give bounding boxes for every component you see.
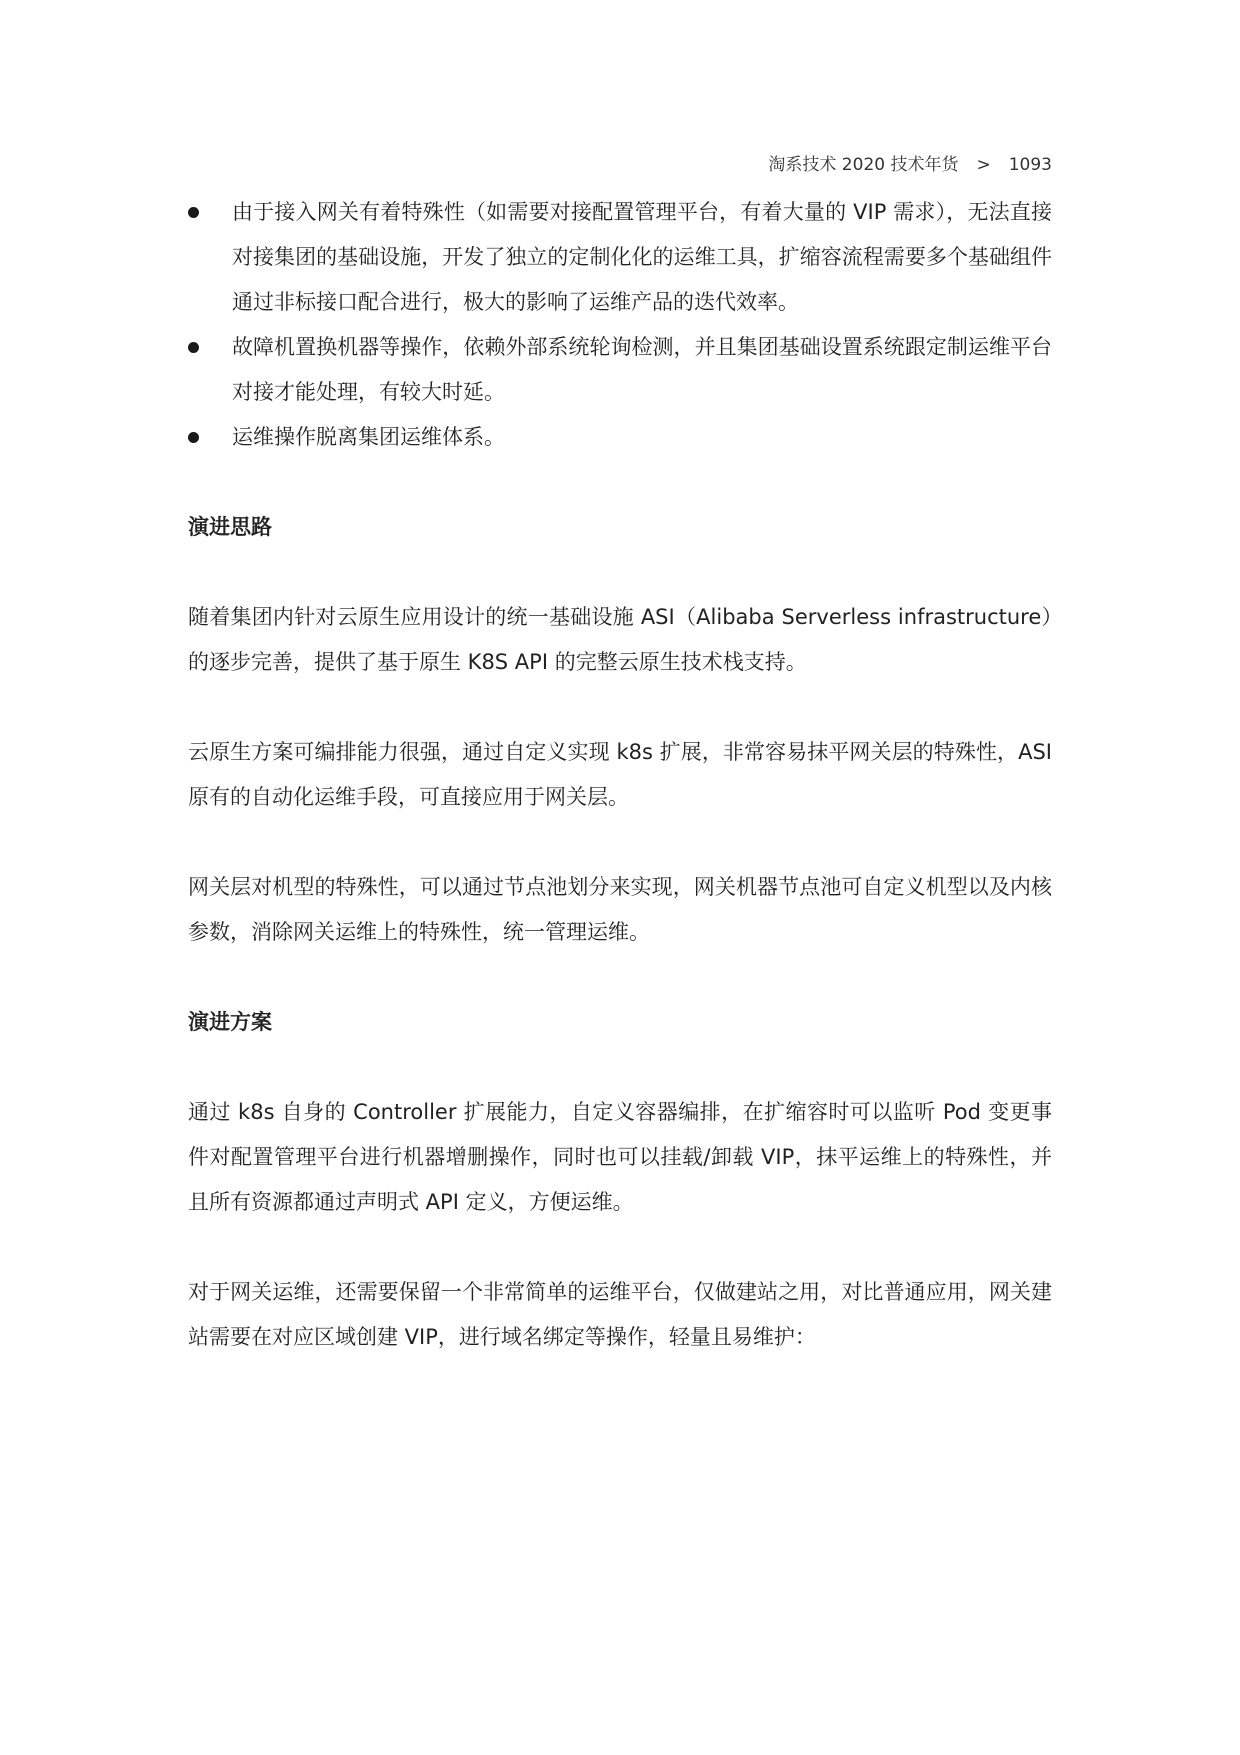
bullet-list	[188, 190, 1052, 460]
list-item	[188, 190, 1052, 325]
bullet-icon	[188, 207, 199, 218]
page-header	[768, 150, 1052, 175]
paragraph: 对于网关运维，还需要保留一个非常简单的运维平台，仅做建站之用，对比普通应用，网关建站需要在对应区域创建 VIP，进行域名绑定等操作，轻量且易维护：	[188, 1280, 1052, 1349]
bullet-text: 故障机置换机器等操作，依赖外部系统轮询检测，并且集团基础设置系统跟定制运维平台对接才能处理，有较大时延。	[232, 335, 1052, 404]
bullet-icon	[188, 432, 199, 443]
paragraph: 网关层对机型的特殊性，可以通过节点池划分来实现，网关机器节点池可自定义机型以及内核参数，消除网关运维上的特殊性，统一管理运维。	[188, 875, 1052, 944]
page-content	[188, 190, 1052, 1405]
bullet-icon	[188, 342, 199, 353]
paragraph: 随着集团内针对云原生应用设计的统一基础设施 ASI（Alibaba Serverless infrastructure）的逐步完善，提供了基于原生 K8S API 的完整云原生技术栈支持。	[188, 605, 1052, 674]
bullet-text: 运维操作脱离集团运维体系。	[232, 425, 505, 449]
header-title: 淘系技术 2020 技术年货	[768, 155, 959, 175]
header-separator: >	[976, 155, 991, 175]
section-heading: 演进方案	[188, 1010, 272, 1034]
page-number: 1093	[1008, 155, 1052, 175]
list-item	[188, 325, 1052, 415]
section-heading: 演进思路	[188, 515, 272, 539]
bullet-text: 由于接入网关有着特殊性（如需要对接配置管理平台，有着大量的 VIP 需求），无法直接对接集团的基础设施，开发了独立的定制化化的运维工具，扩缩容流程需要多个基础组件通过非标接口配合进行，极大的影响了运维产品的迭代效率。	[232, 200, 1052, 314]
paragraph: 通过 k8s 自身的 Controller 扩展能力，自定义容器编排，在扩缩容时可以监听 Pod 变更事件对配置管理平台进行机器增删操作，同时也可以挂载/卸载 VIP，抹平运维上的特殊性，并且所有资源都通过声明式 API 定义，方便运维。	[188, 1100, 1052, 1214]
list-item	[188, 415, 1052, 460]
paragraph: 云原生方案可编排能力很强，通过自定义实现 k8s 扩展，非常容易抹平网关层的特殊性，ASI 原有的自动化运维手段，可直接应用于网关层。	[188, 740, 1052, 809]
